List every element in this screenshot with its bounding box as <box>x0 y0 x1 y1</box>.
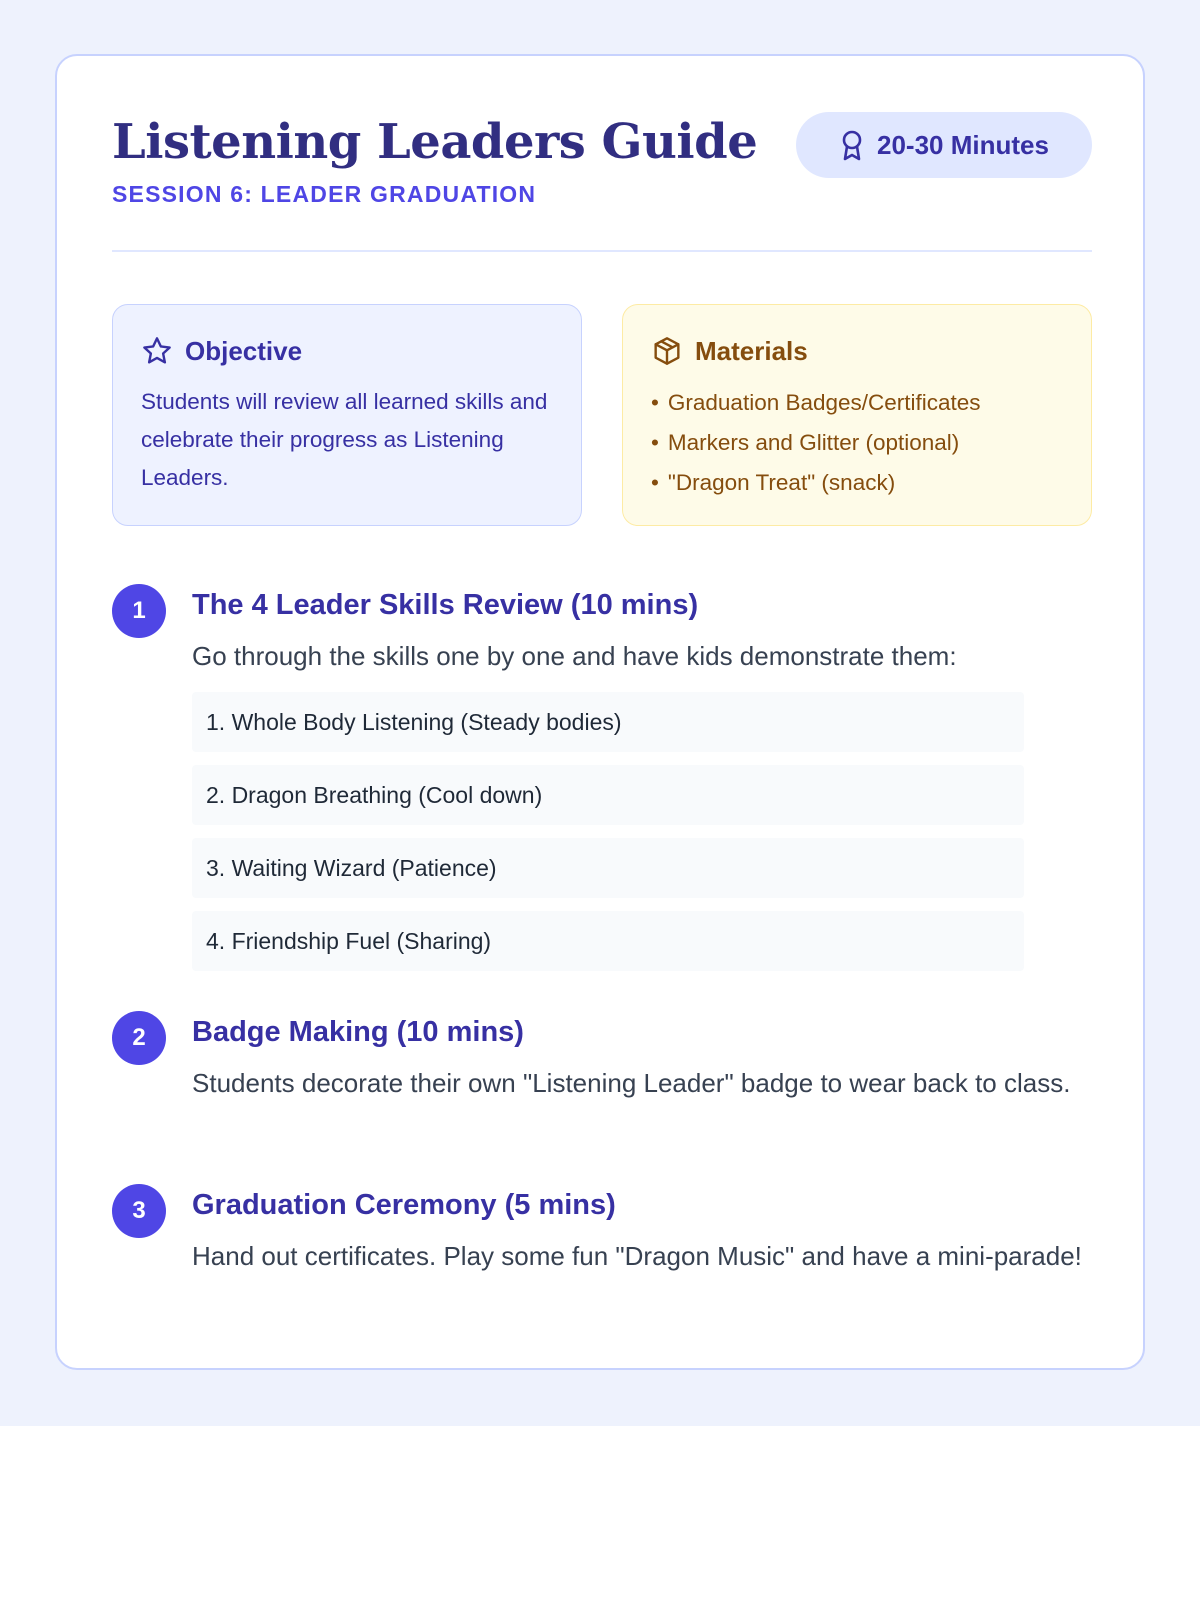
skill-item: 4. Friendship Fuel (Sharing) <box>192 911 1024 971</box>
skill-item: 3. Waiting Wizard (Patience) <box>192 838 1024 898</box>
guide-card <box>55 54 1145 1370</box>
page-title: Listening Leaders Guide <box>112 114 758 170</box>
package-box-icon <box>651 335 683 367</box>
skills-list <box>192 692 1024 984</box>
step-title: Graduation Ceremony (5 mins) <box>192 1189 616 1221</box>
step-description: Students decorate their own "Listening Leader" badge to wear back to class. <box>192 1068 1071 1098</box>
step-title: Badge Making (10 mins) <box>192 1016 524 1048</box>
skill-item: 1. Whole Body Listening (Steady bodies) <box>192 692 1024 752</box>
step-description: Go through the skills one by one and have kids demonstrate them: <box>192 641 957 671</box>
skill-item: 2. Dragon Breathing (Cool down) <box>192 765 1024 825</box>
objective-title: Objective <box>185 335 303 366</box>
materials-item: • Markers and Glitter (optional) <box>651 423 981 463</box>
objective-text: Students will review all learned skills and celebrate their progress as Listening Leaders. <box>141 389 548 490</box>
objective-box <box>112 304 582 526</box>
duration-badge <box>796 112 1092 178</box>
materials-item: • Graduation Badges/Certificates <box>651 383 981 423</box>
step-title: The 4 Leader Skills Review (10 mins) <box>192 589 699 621</box>
materials-list <box>651 383 981 503</box>
header-divider <box>112 250 1092 252</box>
award-ribbon-icon <box>839 129 865 161</box>
step-number-badge: 3 <box>112 1184 166 1238</box>
session-subtitle: SESSION 6: LEADER GRADUATION <box>112 181 537 207</box>
step-description: Hand out certificates. Play some fun "Dragon Music" and have a mini-parade! <box>192 1241 1082 1271</box>
materials-box <box>622 304 1092 526</box>
materials-header <box>651 335 808 367</box>
materials-item: • "Dragon Treat" (snack) <box>651 463 981 503</box>
star-icon <box>141 335 173 367</box>
materials-title: Materials <box>695 335 808 366</box>
step-number-badge: 2 <box>112 1011 166 1065</box>
objective-header <box>141 335 302 367</box>
step-number-badge: 1 <box>112 584 166 638</box>
duration-label: 20-30 Minutes <box>877 129 1049 160</box>
